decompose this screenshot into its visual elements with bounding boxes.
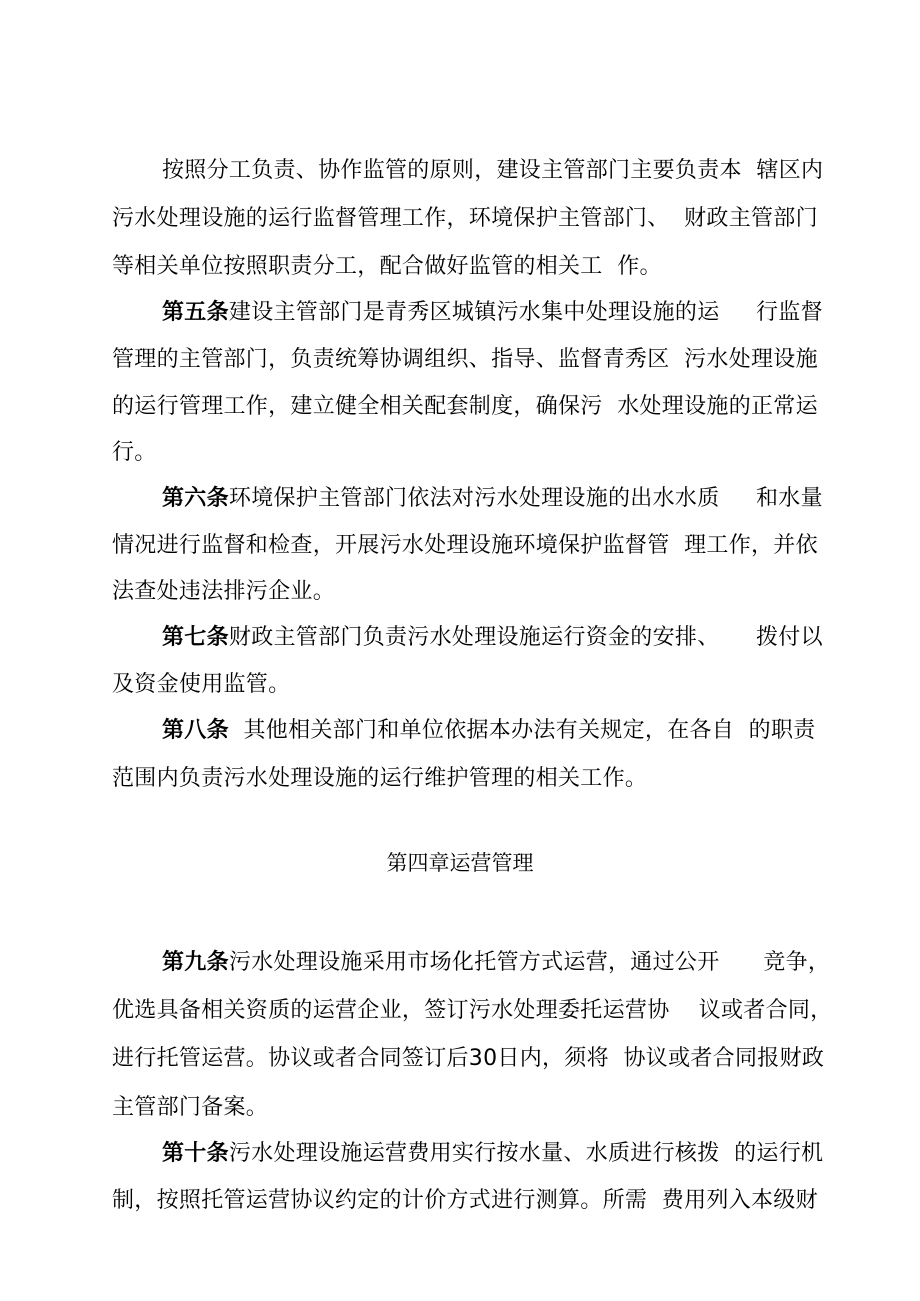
paragraph-line: 及资金使用监管。 [112,672,291,697]
article-text: 污水处理设施运营费用实行按水量、水质进行核拨 的运行机 [228,1141,824,1166]
article-6-first-line [162,484,823,514]
article-number: 第五条 [162,300,229,325]
paragraph-line: 的运行管理工作，建立健全相关配套制度，确保污 水处理设施的正常运 [112,394,818,419]
article-9-first-line [162,948,830,978]
paragraph-line: 按照分工负责、协作监管的原则，建设主管部门主要负责本 辖区内 [162,158,824,183]
paragraph-line: 主管部门备案。 [112,1095,269,1120]
paragraph-line: 制，按照托管运营协议约定的计价方式进行测算。所需 费用列入本级财 [112,1188,818,1213]
paragraph-line: 优选具备相关资质的运营企业，签订污水处理委托运营协 议或者合同， [112,998,833,1023]
article-number: 第七条 [162,625,229,650]
article-text: 其他相关部门和单位依据本办法有关规定，在各自 的职责 [228,718,816,743]
paragraph-line: 法查处违法排污企业。 [112,579,336,604]
paragraph-line: 等相关单位按照职责分工，配合做好监管的相关工 作。 [112,254,662,279]
article-text: 建设主管部门是青秀区城镇污水集中处理设施的运 行监督 [228,300,823,325]
article-text: 财政主管部门负责污水处理设施运行资金的安排、 拨付以 [228,625,823,650]
article-text: 环境保护主管部门依法对污水处理设施的出水水质 和水量 [228,486,823,511]
article-number: 第八条 [162,718,229,743]
article-5-first-line [162,298,823,328]
article-8-first-line [162,716,816,746]
article-number: 第九条 [162,950,229,975]
article-10-first-line [162,1139,823,1169]
paragraph-line: 进行托管运营。协议或者合同签订后30日内，须将 协议或者合同报财政 [112,1046,825,1071]
article-number: 第十条 [162,1141,229,1166]
chapter-heading: 第四章运营管理 [386,851,534,875]
paragraph-line: 管理的主管部门，负责统筹协调组织、指导、监督青秀区 污水处理设施 [112,347,818,372]
article-number: 第六条 [162,486,229,511]
paragraph-line: 情况进行监督和检查，开展污水处理设施环境保护监督管 理工作，并依 [112,533,818,558]
paragraph-line: 行。 [112,440,157,465]
paragraph-line: 污水处理设施的运行监督管理工作，环境保护主管部门、 财政主管部门 [112,206,818,231]
article-7-first-line [162,623,823,653]
article-text: 污水处理设施采用市场化托管方式运营，通过公开 竞争， [228,950,831,975]
paragraph-line: 范围内负责污水处理设施的运行维护管理的相关工作。 [112,766,648,791]
